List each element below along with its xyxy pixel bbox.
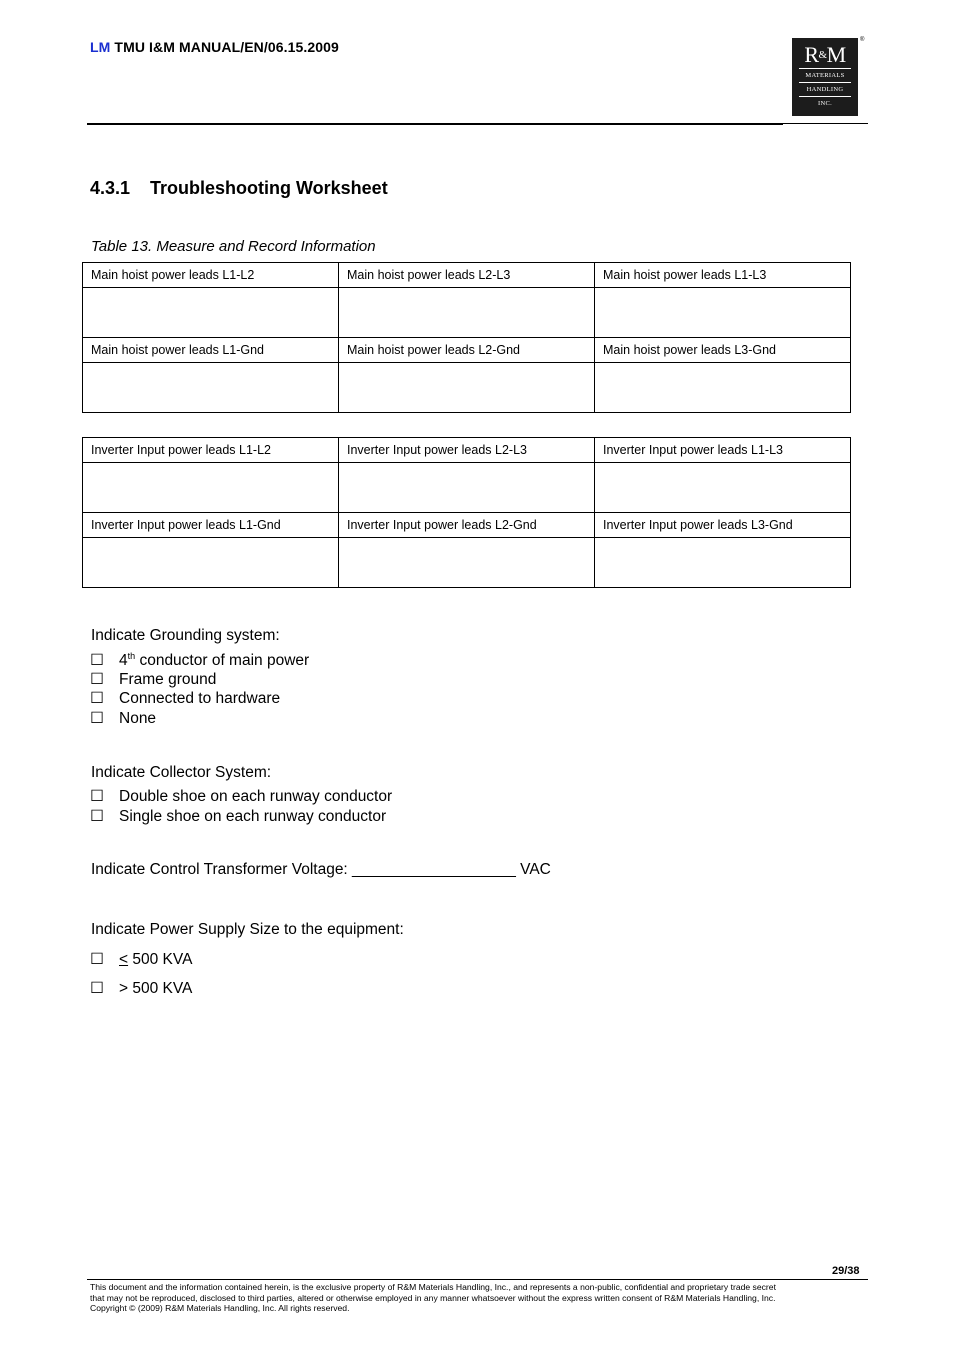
table-cell-entry[interactable] [83, 463, 339, 513]
page-number: 29/38 [832, 1265, 860, 1277]
header-brand: LM [90, 39, 111, 55]
power-supply-prompt: Indicate Power Supply Size to the equipment: [91, 921, 404, 938]
logo-divider [799, 82, 851, 83]
logo-line-inc: INC. [817, 100, 833, 107]
transformer-voltage-field[interactable]: Indicate Control Transformer Voltage: ___________________ VAC [91, 861, 551, 878]
footer-rule [87, 1279, 868, 1280]
footer-line: that may not be reproduced, disclosed to third parties, altered or otherwise employed in any manner whatsoever without the express written consent of R&M Materials Handling, Inc. [90, 1292, 776, 1303]
table-cell-entry[interactable] [595, 363, 851, 413]
table-cell-entry[interactable] [595, 538, 851, 588]
option-label: 500 KVA [128, 951, 193, 968]
logo-line-materials: MATERIALS [805, 72, 845, 79]
table-row [83, 288, 851, 338]
option-label: Connected to hardware [119, 690, 281, 707]
grounding-option-hardware[interactable] [90, 689, 280, 708]
checkbox-icon[interactable]: ☐ [90, 808, 104, 825]
table-cell-label: Main hoist power leads L3-Gnd [595, 338, 851, 363]
option-label: > 500 KVA [119, 980, 193, 997]
inverter-input-table [82, 437, 851, 588]
footer-line: This document and the information contained herein, is the exclusive property of R&M Materials Handling, Inc., and represents a non-public, confidential and proprietary trade secret [90, 1282, 776, 1292]
header-rule-right [783, 123, 868, 124]
table-row [83, 263, 851, 288]
power-supply-option-gt-500[interactable] [90, 979, 192, 998]
section-number: 4.3.1 [90, 178, 131, 198]
logo-divider [799, 68, 851, 69]
logo-m: M [826, 42, 846, 67]
logo-amp: & [818, 49, 827, 61]
grounding-option-none[interactable] [90, 709, 156, 728]
checkbox-icon[interactable]: ☐ [90, 652, 104, 670]
power-supply-option-le-500[interactable] [90, 950, 192, 969]
table-cell-label: Inverter Input power leads L1-L3 [595, 438, 851, 463]
option-superscript: th [127, 651, 136, 661]
option-label: Double shoe on each runway conductor [119, 788, 393, 805]
logo-r: R [804, 42, 819, 67]
main-hoist-table [82, 262, 851, 413]
table-cell-entry[interactable] [339, 288, 595, 338]
grounding-option-4th-conductor[interactable] [90, 651, 309, 670]
checkbox-icon[interactable]: ☐ [90, 951, 104, 968]
checkbox-icon[interactable]: ☐ [90, 788, 104, 805]
section-heading [90, 178, 388, 199]
table-row [83, 363, 851, 413]
table-cell-entry[interactable] [83, 538, 339, 588]
table-cell-label: Main hoist power leads L1-Gnd [83, 338, 339, 363]
checkbox-icon[interactable]: ☐ [90, 710, 104, 727]
table-cell-label: Inverter Input power leads L2-L3 [339, 438, 595, 463]
header-rule [87, 123, 783, 125]
company-logo [792, 38, 858, 116]
grounding-prompt: Indicate Grounding system: [91, 627, 280, 644]
table-cell-label: Inverter Input power leads L2-Gnd [339, 513, 595, 538]
table-cell-entry[interactable] [595, 463, 851, 513]
table-row [83, 513, 851, 538]
table-cell-label: Inverter Input power leads L1-Gnd [83, 513, 339, 538]
table-cell-entry[interactable] [83, 363, 339, 413]
option-label: Frame ground [119, 671, 217, 688]
logo-mark [792, 44, 858, 66]
table-caption: Table 13. Measure and Record Information [91, 238, 376, 255]
collector-prompt: Indicate Collector System: [91, 764, 272, 781]
header-manual-id: TMU I&M MANUAL/EN/06.15.2009 [110, 39, 339, 55]
option-label: conductor of main power [135, 652, 310, 670]
table-cell-label: Main hoist power leads L1-L3 [595, 263, 851, 288]
table-row [83, 438, 851, 463]
checkbox-icon[interactable]: ☐ [90, 671, 104, 688]
registered-mark: ® [860, 37, 865, 43]
collector-option-single-shoe[interactable] [90, 807, 386, 826]
footer-legal-notice [90, 1282, 880, 1314]
option-label: None [119, 710, 157, 727]
table-cell-entry[interactable] [595, 288, 851, 338]
logo-line-handling: HANDLING [806, 86, 844, 93]
section-title: Troubleshooting Worksheet [150, 178, 388, 198]
table-cell-label: Main hoist power leads L1-L2 [83, 263, 339, 288]
grounding-option-frame-ground[interactable] [90, 670, 216, 689]
checkbox-icon[interactable]: ☐ [90, 690, 104, 707]
option-label: Single shoe on each runway conductor [119, 808, 387, 825]
checkbox-icon[interactable]: ☐ [90, 980, 104, 997]
table-cell-label: Inverter Input power leads L3-Gnd [595, 513, 851, 538]
table-cell-entry[interactable] [83, 288, 339, 338]
footer-line: Copyright © (2009) R&M Materials Handling, Inc. All rights reserved. [90, 1303, 350, 1314]
table-cell-entry[interactable] [339, 538, 595, 588]
table-row [83, 463, 851, 513]
table-row [83, 538, 851, 588]
option-label: 4 [119, 652, 128, 670]
table-cell-label: Main hoist power leads L2-Gnd [339, 338, 595, 363]
logo-divider [799, 96, 851, 97]
option-symbol: < [119, 951, 129, 968]
table-row [83, 338, 851, 363]
table-cell-label: Main hoist power leads L2-L3 [339, 263, 595, 288]
table-cell-entry[interactable] [339, 363, 595, 413]
table-cell-entry[interactable] [339, 463, 595, 513]
table-cell-label: Inverter Input power leads L1-L2 [83, 438, 339, 463]
collector-option-double-shoe[interactable] [90, 787, 392, 806]
document-header-title [90, 39, 339, 55]
